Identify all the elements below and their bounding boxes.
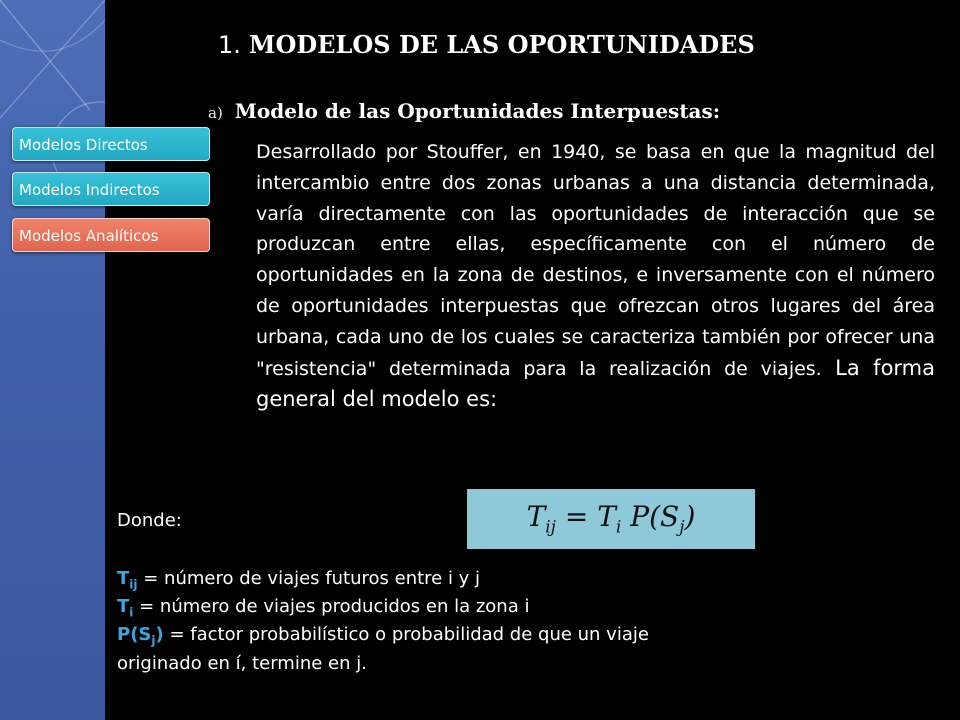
definition-psj: $P(S_j)$ = factor probabilístico o probabilidad de que un viaje bbox=[117, 624, 649, 648]
formula-expression: $T_{ij} = T_i$ $P(S_j)$ bbox=[526, 500, 696, 538]
symbol-tij: $T_{ij}$ bbox=[117, 568, 138, 592]
body-text: Desarrollado por Stouffer, en 1940, se basa en que la magnitud del intercambio entre dos zonas urbanas a una distancia determinada, varía directamente con las oportunidades de interacción que se produzcan entre ellas, específicamente con el número de oportunidades en la zona de destinos, e inversamente con el número de oportunidades interpuestas que ofrezcan otros lugares del área urbana, cada uno de los cuales se caracteriza también por ofrecer una "resistencia" determinada para la realización de viajes. bbox=[256, 141, 935, 380]
section-marker: a) bbox=[208, 104, 223, 122]
donde-label: Donde: bbox=[117, 510, 182, 531]
definition-ti: $T_i$ = número de viajes producidos en la zona i bbox=[117, 596, 530, 620]
sidebar-decoration bbox=[0, 0, 105, 720]
symbol-psj: $P(S_j)$ bbox=[117, 624, 164, 648]
body-paragraph bbox=[256, 137, 935, 416]
definition-tij: $T_{ij}$ = número de viajes futuros entre i y j bbox=[117, 568, 481, 592]
nav-modelos-directos[interactable]: Modelos Directos bbox=[12, 127, 210, 161]
symbol-ti: $T_i$ bbox=[117, 596, 134, 620]
nav-modelos-indirectos[interactable]: Modelos Indirectos bbox=[12, 172, 210, 206]
definition-continuation: originado en í, termine en j. bbox=[117, 653, 367, 674]
decorative-sidebar bbox=[0, 0, 105, 720]
body-tail: La forma general del modelo es: bbox=[256, 355, 936, 412]
nav-modelos-analiticos[interactable]: Modelos Analíticos bbox=[12, 218, 210, 252]
slide-title bbox=[218, 30, 755, 59]
section-heading: Modelo de las Oportunidades Interpuestas: bbox=[234, 99, 721, 123]
title-text: MODELOS DE LAS OPORTUNIDADES bbox=[248, 30, 755, 59]
title-number: 1. bbox=[218, 31, 241, 59]
section-heading-line bbox=[208, 99, 720, 123]
formula-box bbox=[467, 489, 755, 549]
